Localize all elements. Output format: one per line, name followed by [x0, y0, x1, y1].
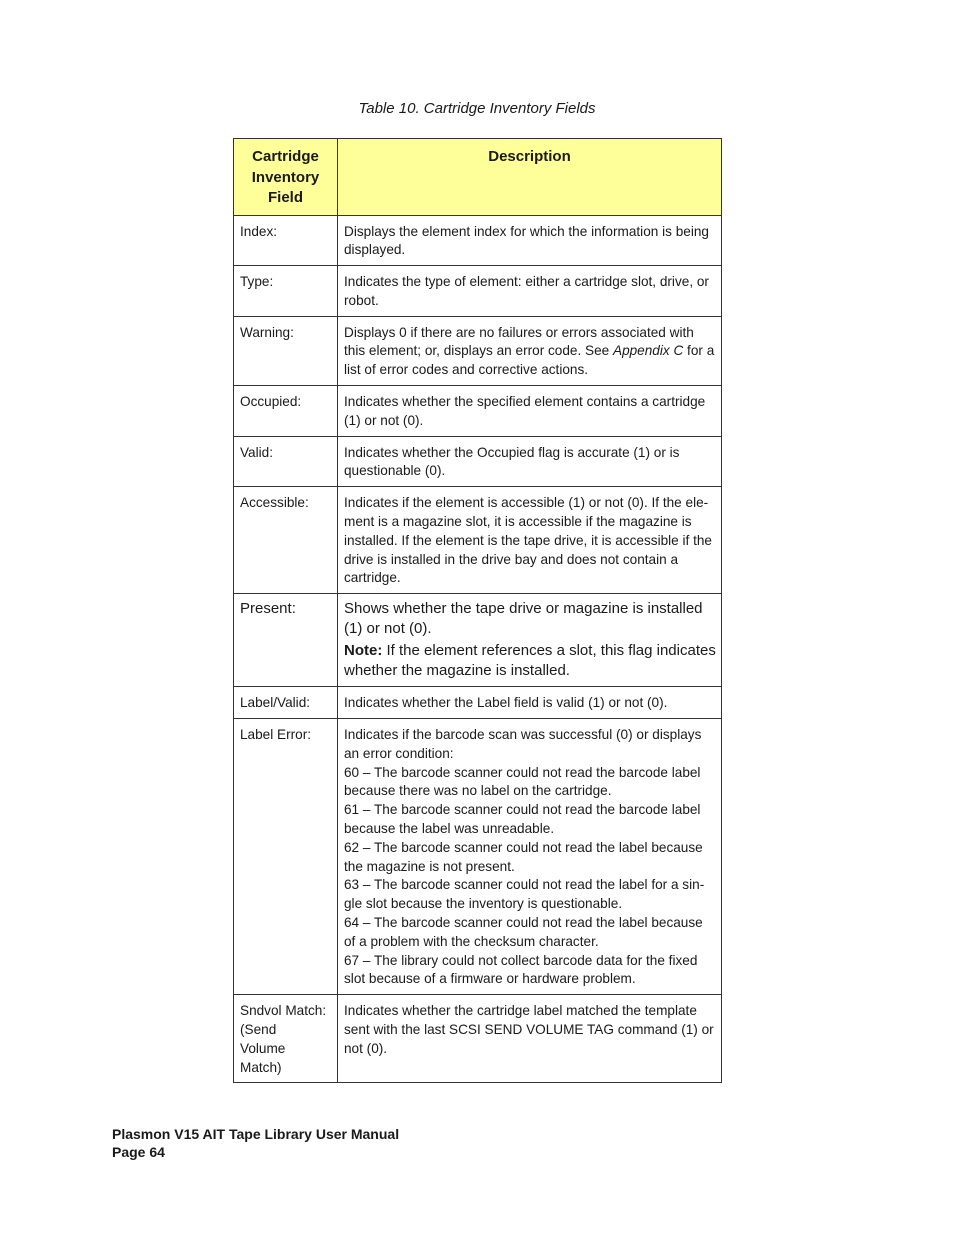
description-line: Indicates if the barcode scan was successful (0) or displays an error condition: [344, 727, 702, 761]
description-cell: Displays the element index for which the information is being displayed. [338, 215, 722, 266]
description-text: Shows whether the tape drive or magazine is installed (1) or not (0). [344, 600, 703, 637]
table-row [234, 215, 722, 266]
table-header-row [234, 139, 722, 216]
error-code-line: 61 – The barcode scanner could not read the barcode label because the label was unreadable. [344, 802, 701, 837]
header-field: Cartridge Inventory Field [234, 139, 338, 216]
page-footer [112, 1125, 399, 1161]
table-row [234, 487, 722, 594]
table-row [234, 995, 722, 1083]
table-row [234, 687, 722, 719]
description-cell: Indicates if the element is accessible (1) or not (0). If the ele-ment is a magazine slot, it is accessible if the magazine is installed. If the element is the tape drive, it is accessible if the drive is installed in the drive bay and does not contain a cartridge. [338, 487, 722, 594]
description-cell [338, 316, 722, 385]
error-code-line: 60 – The barcode scanner could not read the barcode label because there was no label on the cartridge. [344, 764, 701, 799]
table-row [234, 436, 722, 487]
field-cell: Label Error: [234, 719, 338, 995]
description-cell: Indicates whether the Occupied flag is accurate (1) or is questionable (0). [338, 436, 722, 487]
error-code-line: 67 – The library could not collect barcode data for the fixed slot because of a firmware or hardware problem. [344, 952, 698, 987]
error-code-line: 64 – The barcode scanner could not read the label because of a problem with the checksum character. [344, 915, 703, 949]
field-cell [234, 995, 338, 1083]
table-caption: Table 10. Cartridge Inventory Fields [358, 100, 596, 117]
table-row [234, 386, 722, 437]
description-cell: Indicates whether the cartridge label matched the template sent with the last SCSI SEND VOLUME TAG command (1) or not (0). [338, 995, 722, 1083]
field-cell: Warning: [234, 316, 338, 385]
field-line: Sndvol Match: [240, 1003, 327, 1019]
field-cell: Label/Valid: [234, 687, 338, 719]
field-line: Match) [240, 1059, 282, 1075]
field-line: Volume [240, 1040, 286, 1056]
appendix-reference: Appendix C [613, 343, 684, 359]
cartridge-inventory-table [233, 138, 722, 1083]
description-cell [338, 719, 722, 995]
error-code-line: 63 – The barcode scanner could not read the label for a sin-gle slot because the inventory is questionable. [344, 877, 705, 912]
table-row [234, 266, 722, 317]
description-text: for a list of error codes and corrective actions. [344, 343, 715, 378]
field-line: (Send [240, 1022, 277, 1037]
note-text: If the element references a slot, this flag indicates whether the magazine is installed. [344, 642, 716, 679]
error-code-line: 62 – The barcode scanner could not read the label because the magazine is not present. [344, 839, 703, 874]
description-cell [338, 594, 722, 687]
field-cell: Present: [234, 594, 338, 687]
table-row [234, 316, 722, 385]
page-number: Page 64 [112, 1144, 165, 1160]
description-cell: Indicates whether the specified element contains a cartridge (1) or not (0). [338, 386, 722, 437]
manual-title: Plasmon V15 AIT Tape Library User Manual [112, 1126, 400, 1142]
description-cell: Indicates the type of element: either a cartridge slot, drive, or robot. [338, 266, 722, 317]
header-description: Description [338, 139, 722, 216]
field-cell: Index: [234, 215, 338, 266]
table-row [234, 719, 722, 995]
note-label: Note: [344, 642, 383, 660]
field-cell: Accessible: [234, 487, 338, 594]
field-cell: Valid: [234, 436, 338, 487]
table-row [234, 594, 722, 687]
field-cell: Occupied: [234, 386, 338, 437]
note [344, 641, 716, 680]
description-text: Displays 0 if there are no failures or errors associated with this element; or, displays an error code. See [344, 324, 694, 359]
field-cell: Type: [234, 266, 338, 317]
description-cell: Indicates whether the Label field is valid (1) or not (0). [338, 687, 722, 719]
